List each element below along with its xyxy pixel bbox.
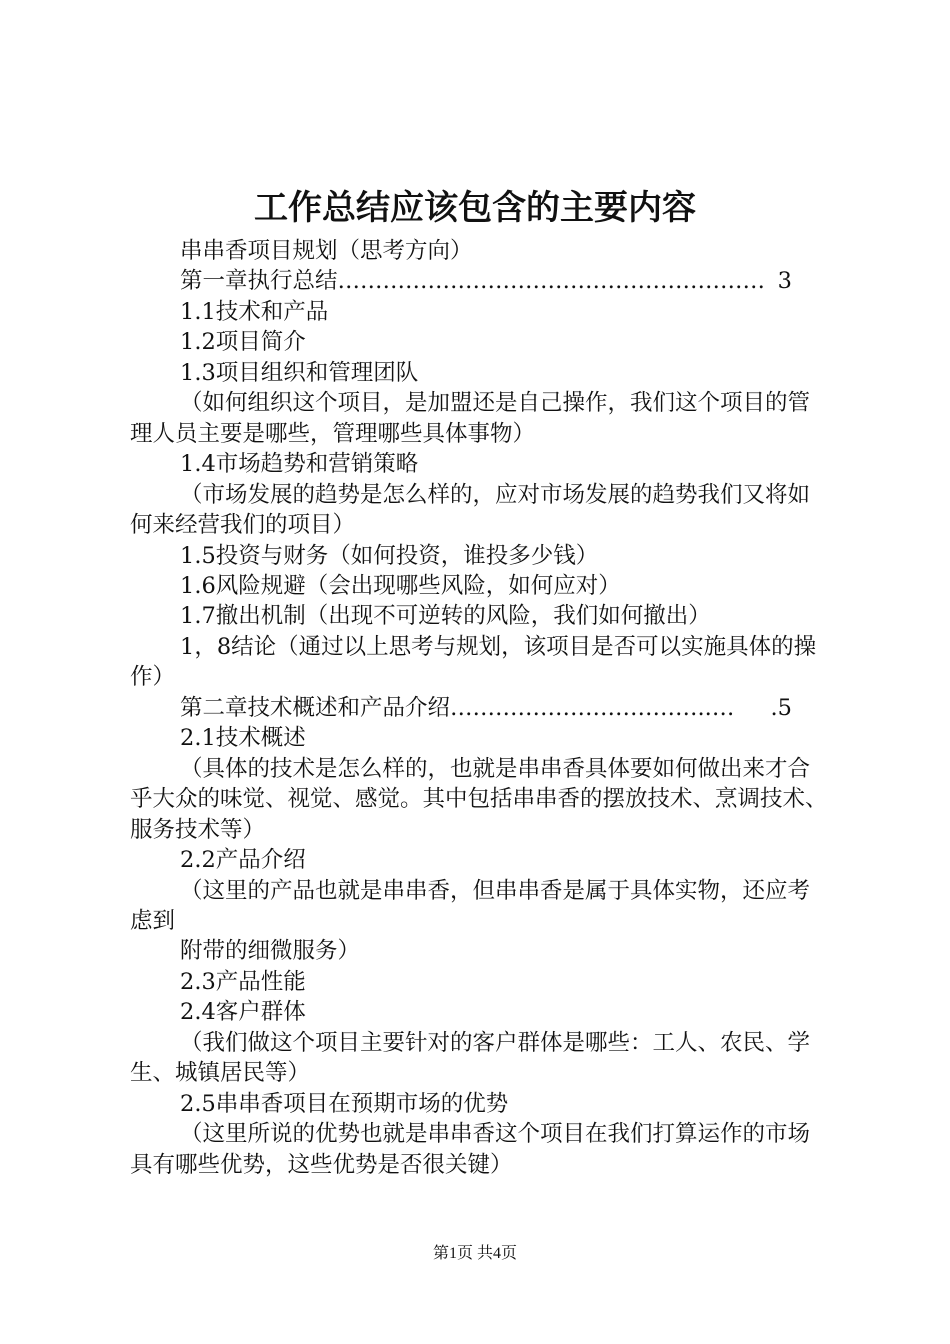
section-heading: 1.3项目组织和管理团队 [180,359,419,386]
paragraph: （这里的产品也就是串串香，但串串香是属于具体实物，还应考虑到 [130,877,811,934]
section-heading: 2.1技术概述 [180,725,306,752]
paragraph: （具体的技术是怎么样的，也就是串串香具体要如何做出来才合乎大众的味觉、视觉、感觉。其中包括串串香的摆放技术、烹调技术、服务技术等） [130,755,828,843]
section-heading: 2.2产品介绍 [180,847,306,874]
section-heading: 1，8结论（通过以上思考与规划，该项目是否可以实施具体的操作） [130,633,817,691]
document-title: 工作总结应该包含的主要内容 [254,188,696,228]
toc-leader: ……………………………..… [450,694,735,721]
paragraph: 附带的细微服务） [180,938,361,965]
section-heading: 1.4市场趋势和营销策略 [180,451,419,478]
section-heading: 1.5投资与财务（如何投资，谁投多少钱） [180,542,599,569]
section-heading: 2.5串串香项目在预期市场的优势 [180,1090,509,1117]
toc-leader: ………………………………………………… [337,268,766,295]
toc-label: 第二章技术概述和产品介绍 [180,694,451,721]
toc-page-number: .5 [770,694,792,721]
section-heading: 1.1技术和产品 [180,298,329,325]
page-footer: 第1页 共4页 [432,1245,517,1262]
section-heading: 2.3产品性能 [180,968,306,995]
paragraph: （我们做这个项目主要针对的客户群体是哪些：工人、农民、学生、城镇居民等） [130,1029,811,1087]
section-heading: 2.4客户群体 [180,999,306,1026]
toc-label: 第一章执行总结 [180,268,338,295]
toc-entry-chapter-2 [130,693,792,723]
paragraph: （市场发展的趋势是怎么样的，应对市场发展的趋势我们又将如何来经营我们的项目） [130,481,811,539]
document-body [130,236,832,1180]
paragraph: （这里所说的优势也就是串串香这个项目在我们打算运作的市场具有哪些优势，这些优势是否很关键） [130,1121,811,1178]
toc-page-number: 3 [777,268,792,295]
paragraph: 串串香项目规划（思考方向） [180,238,473,264]
paragraph: （如何组织这个项目，是加盟还是自己操作，我们这个项目的管理人员主要是哪些，管理哪些具体事物） [130,390,811,447]
section-heading: 1.6风险规避（会出现哪些风险，如何应对） [180,572,621,599]
section-heading: 1.2项目简介 [180,329,306,356]
toc-entry-chapter-1 [130,266,792,296]
section-heading: 1.7撤出机制（出现不可逆转的风险，我们如何撤出） [180,603,711,630]
